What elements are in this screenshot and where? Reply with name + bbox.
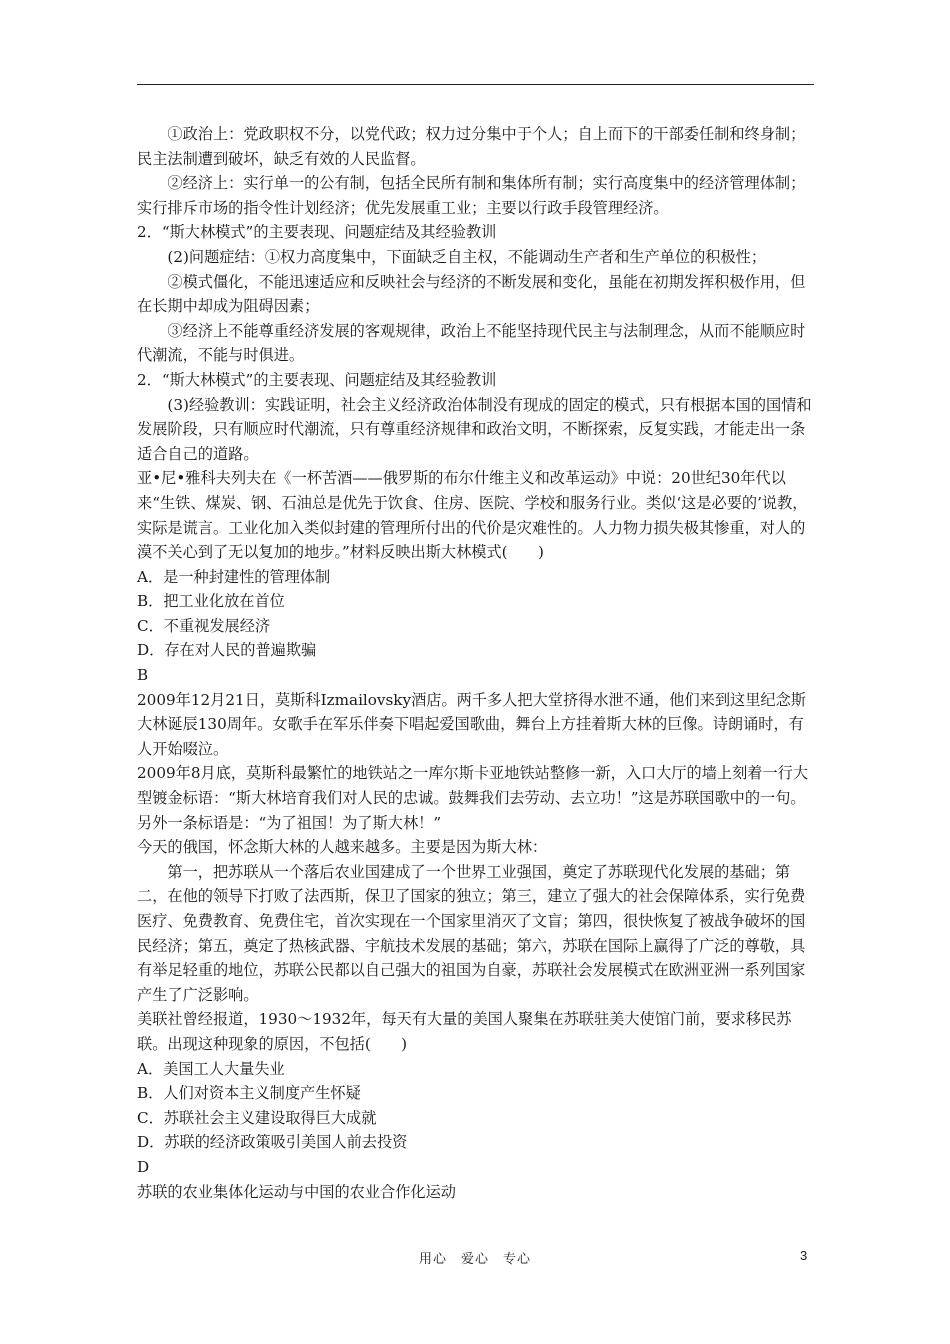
document-body bbox=[137, 122, 814, 1204]
paragraph: A．美国工人大量失业 bbox=[137, 1059, 285, 1078]
paragraph: ①政治上：党政职权不分，以党代政；权力过分集中于个人；自上而下的干部委任制和终身制；民主法制遭到破坏，缺乏有效的人民监督。 bbox=[137, 125, 806, 168]
paragraph: B．把工业化放在首位 bbox=[137, 592, 285, 611]
paragraph: ③经济上不能尊重经济发展的客观规律，政治上不能坚持现代民主与法制理念，从而不能顺应时代潮流，不能与时俱进。 bbox=[137, 321, 806, 365]
paragraph: A．是一种封建性的管理体制 bbox=[137, 567, 331, 586]
paragraph: C．不重视发展经济 bbox=[137, 616, 271, 635]
paragraph: 今天的俄国，怀念斯大林的人越来越多。主要是因为斯大林： bbox=[137, 838, 548, 857]
page-number: 3 bbox=[800, 1248, 808, 1263]
paragraph: 2．“斯大林模式”的主要表现、问题症结及其经验教训 bbox=[137, 370, 497, 389]
header-rule bbox=[137, 84, 814, 85]
paragraph: D bbox=[137, 1157, 150, 1176]
paragraph: 2009年12月21日，莫斯科Izmailovsky酒店。两千多人把大堂挤得水泄不通，他们来到这里纪念斯大林诞辰130周年。女歌手在军乐伴奏下唱起爱国歌曲，舞台上方挂着斯大林的巨像。诗朗诵时，有人开始啜泣。 bbox=[137, 690, 806, 758]
paragraph: 2．“斯大林模式”的主要表现、问题症结及其经验教训 bbox=[137, 223, 497, 242]
paragraph: 苏联的农业集体化运动与中国的农业合作化运动 bbox=[137, 1182, 456, 1201]
paragraph: (3)经验教训：实践证明，社会主义经济政治体制没有现成的固定的模式，只有根据本国的国情和发展阶段，只有顺应时代潮流，只有尊重经济规律和政治文明，不断探索，反复实践，才能走出一条适合自己的道路。 bbox=[137, 395, 812, 463]
paragraph: D．存在对人民的普遍欺骗 bbox=[137, 641, 317, 660]
paragraph: B．人们对资本主义制度产生怀疑 bbox=[137, 1084, 361, 1103]
paragraph: ②模式僵化，不能迅速适应和反映社会与经济的不断发展和变化，虽能在初期发挥积极作用，但在长期中却成为阻碍因素； bbox=[137, 272, 806, 316]
paragraph: D．苏联的经济政策吸引美国人前去投资 bbox=[137, 1133, 408, 1152]
paragraph: 亚•尼•雅科夫列夫在《一杯苦酒——俄罗斯的布尔什维主义和改革运动》中说：20世纪30年代以来“生铁、煤炭、钢、石油总是优先于饮食、住房、医院、学校和服务行业。类似‘这是必要的’说教，实际是谎言。工业化加入类似封建的管理所付出的代价是灾难性的。人力物力损失极其惨重，对人的漠不关心到了无以复加的地步。”材料反映出斯大林模式( ) bbox=[137, 469, 808, 562]
paragraph: 2009年8月底，莫斯科最繁忙的地铁站之一库尔斯卡亚地铁站整修一新，入口大厅的墙上刻着一行大型镀金标语：“斯大林培育我们对人民的忠诚。鼓舞我们去劳动、去立功！”这是苏联国歌中的一句。另外一条标语是：“为了祖国！为了斯大林！” bbox=[137, 764, 809, 832]
paragraph: B bbox=[137, 666, 149, 685]
paragraph: 美联社曾经报道，1930～1932年，每天有大量的美国人聚集在苏联驻美大使馆门前，要求移民苏联。出现这种现象的原因，不包括( ) bbox=[137, 1010, 792, 1053]
paragraph: ②经济上：实行单一的公有制，包括全民所有制和集体所有制；实行高度集中的经济管理体制；实行排斥市场的指令性计划经济；优先发展重工业；主要以行政手段管理经济。 bbox=[137, 174, 806, 217]
paragraph: (2)问题症结：①权力高度集中，下面缺乏自主权，不能调动生产者和生产单位的积极性； bbox=[167, 247, 767, 266]
paragraph: 第一，把苏联从一个落后农业国建成了一个世界工业强国，奠定了苏联现代化发展的基础；第二，在他的领导下打败了法西斯，保卫了国家的独立；第三，建立了强大的社会保障体系，实行免费医疗、免费教育、免费住宅，首次实现在一个国家里消灭了文盲；第四，很快恢复了被战争破坏的国民经济；第五，奠定了热核武器、宇航技术发展的基础；第六，苏联在国际上赢得了广泛的尊敬，具有举足轻重的地位，苏联公民都以自己强大的祖国为自豪，苏联社会发展模式在欧洲亚洲一系列国家产生了广泛影响。 bbox=[137, 862, 806, 1004]
paragraph: C．苏联社会主义建设取得巨大成就 bbox=[137, 1108, 377, 1127]
footer-slogan: 用心 爱心 专心 bbox=[418, 1252, 531, 1267]
